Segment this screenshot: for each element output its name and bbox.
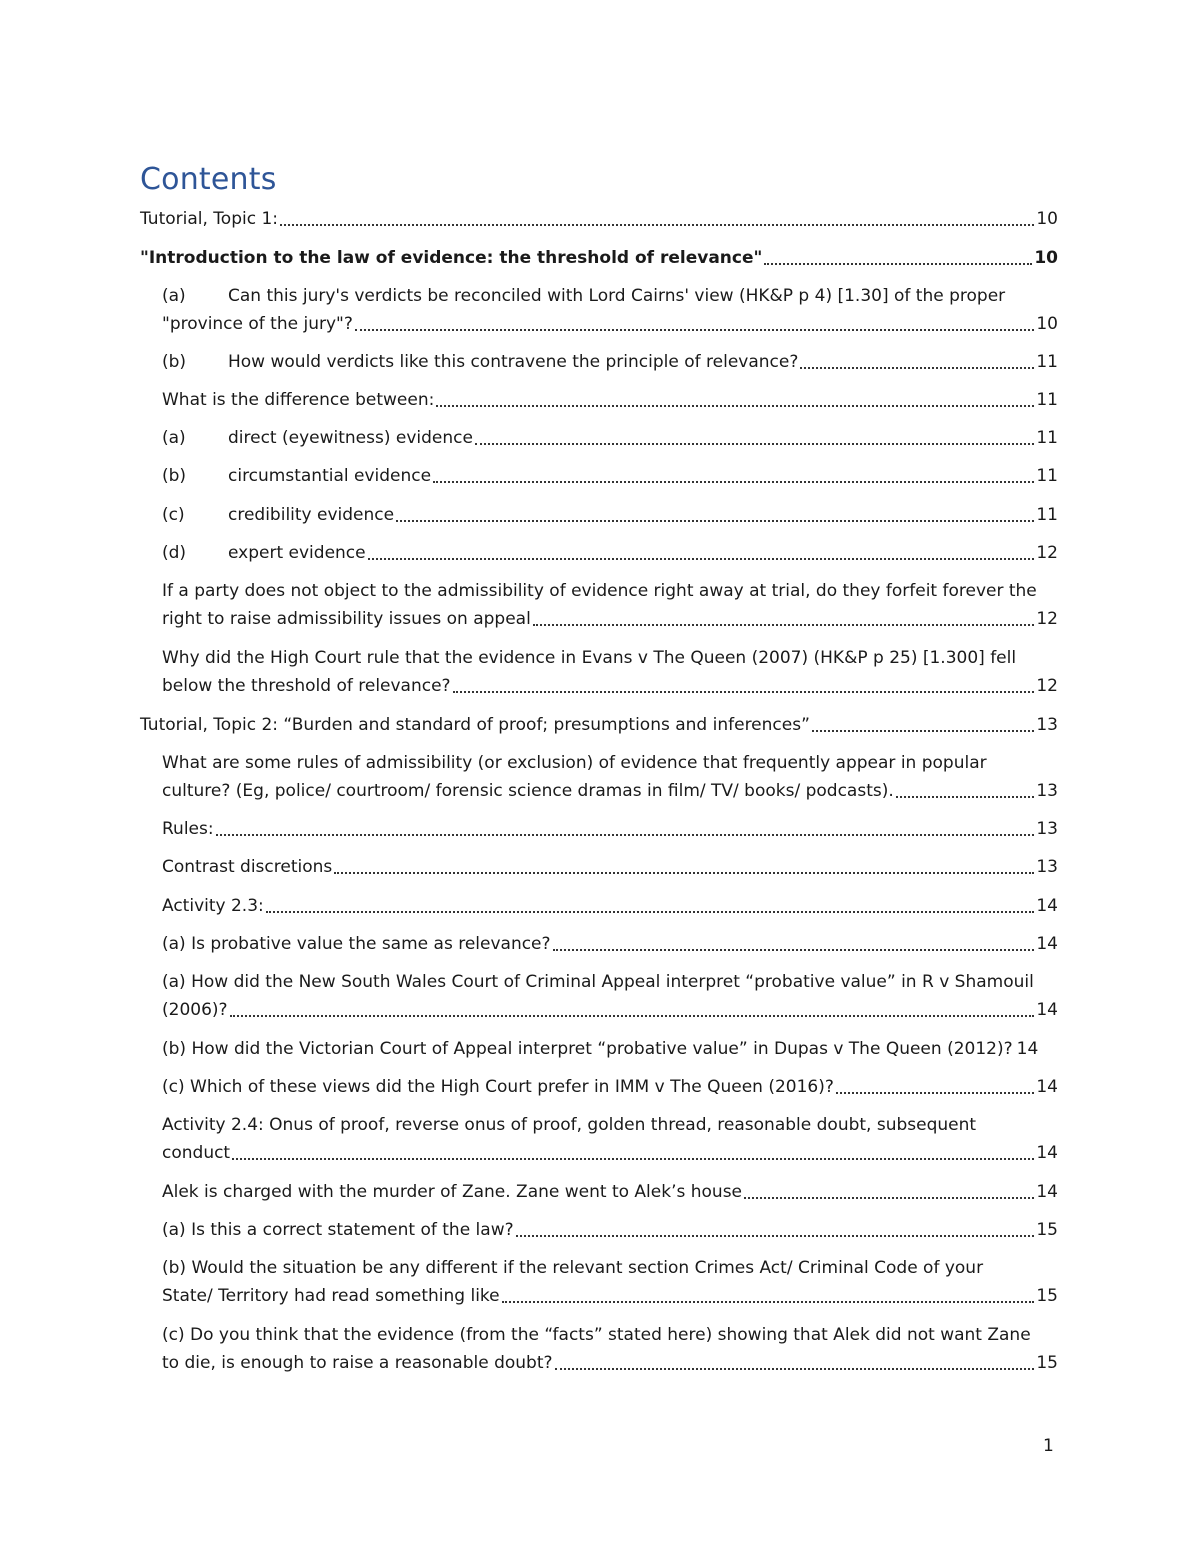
toc-entry[interactable]	[162, 968, 1058, 1024]
toc-entry-text: credibility evidence	[228, 505, 395, 525]
toc-page-number: 14	[1036, 896, 1058, 916]
toc-item-label: (a)	[162, 428, 186, 448]
dot-leader	[555, 1368, 1035, 1370]
toc-entry[interactable]	[162, 1254, 1058, 1310]
toc-page-number: 15	[1036, 1220, 1058, 1240]
toc-entry-text: (a) Is probative value the same as relevance?	[162, 934, 551, 954]
toc-entry[interactable]	[162, 386, 1058, 414]
toc-page-number: 15	[1036, 1286, 1058, 1306]
toc-entry[interactable]	[162, 1035, 1058, 1063]
toc-entry[interactable]	[162, 853, 1058, 881]
dot-leader	[553, 949, 1035, 951]
toc-entry[interactable]	[162, 1216, 1058, 1244]
toc-entry-text: (2006)?	[162, 1000, 228, 1020]
toc-entry[interactable]	[162, 749, 1058, 805]
toc-entry[interactable]	[162, 282, 1058, 338]
dot-leader	[334, 872, 1034, 874]
toc-entry[interactable]	[162, 644, 1058, 700]
toc-entry-text: circumstantial evidence	[228, 466, 432, 486]
toc-entry-text: What are some rules of admissibility (or exclusion) of evidence that frequently appear in popular	[162, 753, 987, 773]
toc-entry-text: below the threshold of relevance?	[162, 676, 451, 696]
toc-page-number: 11	[1036, 352, 1058, 372]
toc-entry[interactable]	[162, 1111, 1058, 1167]
toc-entry-text: conduct	[162, 1143, 231, 1163]
toc-entry-text: (c) Which of these views did the High Court prefer in IMM v The Queen (2016)?	[162, 1077, 834, 1097]
toc-entry-text: to die, is enough to raise a reasonable doubt?	[162, 1353, 553, 1373]
dot-leader	[516, 1235, 1035, 1237]
toc-entry[interactable]	[162, 348, 1058, 376]
dot-leader	[355, 329, 1034, 331]
toc-entry-text: Activity 2.3:	[162, 896, 264, 916]
page-number: 1	[1043, 1436, 1054, 1456]
toc-entry-text: Can this jury's verdicts be reconciled with Lord Cairns' view (HK&P p 4) [1.30] of the proper	[228, 286, 1006, 306]
toc-entry[interactable]	[162, 1178, 1058, 1206]
toc-entry[interactable]	[140, 711, 1058, 739]
toc-page-number: 10	[1036, 314, 1058, 334]
toc-entry-text: If a party does not object to the admissibility of evidence right away at trial, do they forfeit forever the	[162, 581, 1037, 601]
toc-page-number: 12	[1036, 609, 1058, 629]
dot-leader	[836, 1092, 1034, 1094]
toc-entry-text: Contrast discretions	[162, 857, 333, 877]
dot-leader	[433, 481, 1034, 483]
toc-entry-text: State/ Territory had read something like	[162, 1286, 500, 1306]
toc-page-number: 13	[1036, 715, 1058, 735]
toc-entry-text: (a) Is this a correct statement of the law?	[162, 1220, 514, 1240]
toc-entry[interactable]	[162, 1321, 1058, 1377]
toc-page-number: 12	[1036, 543, 1058, 563]
toc-page-number: 12	[1036, 676, 1058, 696]
toc-entry[interactable]	[162, 539, 1058, 567]
toc-entry-text: What is the difference between:	[162, 390, 435, 410]
toc-page-number: 14	[1036, 934, 1058, 954]
toc-entry-text: Alek is charged with the murder of Zane. Zane went to Alek’s house	[162, 1182, 743, 1202]
toc-entry-text: "province of the jury"?	[162, 314, 353, 334]
toc-page-number: 13	[1036, 781, 1058, 801]
dot-leader	[764, 263, 1032, 265]
dot-leader	[475, 443, 1034, 445]
dot-leader	[744, 1197, 1034, 1199]
dot-leader	[436, 405, 1034, 407]
toc-entry[interactable]	[140, 205, 1058, 233]
toc-entry[interactable]	[162, 424, 1058, 452]
toc-page-number: 14	[1036, 1182, 1058, 1202]
toc-entry-text: How would verdicts like this contravene the principle of relevance?	[228, 352, 799, 372]
dot-leader	[280, 224, 1034, 226]
dot-leader	[453, 691, 1035, 693]
toc-item-label: (b)	[162, 466, 187, 486]
toc-page-number: 15	[1036, 1353, 1058, 1373]
toc-entry-text: Rules:	[162, 819, 214, 839]
toc-entry-text: right to raise admissibility issues on appeal	[162, 609, 531, 629]
dot-leader	[216, 834, 1035, 836]
dot-leader	[368, 558, 1035, 560]
dot-leader	[232, 1158, 1034, 1160]
toc-page-number: 13	[1036, 819, 1058, 839]
dot-leader	[533, 624, 1035, 626]
dot-leader	[266, 911, 1035, 913]
toc-entry-text: Activity 2.4: Onus of proof, reverse onus of proof, golden thread, reasonable doubt, subsequent	[162, 1115, 977, 1135]
toc-entry[interactable]	[140, 244, 1058, 272]
dot-leader	[230, 1015, 1035, 1017]
toc-entry[interactable]	[162, 1073, 1058, 1101]
toc-page-number: 14	[1016, 1039, 1039, 1059]
toc-entry-text: Tutorial, Topic 2: “Burden and standard of proof; presumptions and inferences”	[140, 715, 810, 735]
toc-page-number: 11	[1036, 466, 1058, 486]
dot-leader	[800, 367, 1034, 369]
toc-item-label: (c)	[162, 505, 185, 525]
toc-entry[interactable]	[162, 930, 1058, 958]
toc-entry[interactable]	[162, 501, 1058, 529]
dot-leader	[502, 1301, 1035, 1303]
toc-page-number: 10	[1036, 209, 1058, 229]
toc-entry-text: Tutorial, Topic 1:	[140, 209, 279, 229]
toc-entry-text: direct (eyewitness) evidence	[228, 428, 473, 448]
toc-entry-text: Why did the High Court rule that the evidence in Evans v The Queen (2007) (HK&P p 25) [1.300] fell	[162, 648, 1017, 668]
toc-entry-text: expert evidence	[228, 543, 366, 563]
toc-item-label: (b)	[162, 352, 187, 372]
toc-page-number: 11	[1036, 390, 1058, 410]
toc-page-number: 13	[1036, 857, 1058, 877]
toc-page-number: 14	[1036, 1143, 1058, 1163]
toc-page-number: 10	[1034, 248, 1058, 268]
dot-leader	[896, 796, 1035, 798]
dot-leader	[396, 520, 1034, 522]
toc-entry[interactable]	[162, 815, 1058, 843]
toc-item-label: (d)	[162, 543, 187, 563]
toc-entry-text: (c) Do you think that the evidence (from the “facts” stated here) showing that Alek did not want Zane	[162, 1325, 1031, 1345]
toc-page-number: 14	[1036, 1077, 1058, 1097]
toc-entry[interactable]	[162, 892, 1058, 920]
toc-item-label: (a)	[162, 286, 186, 306]
toc-entry[interactable]	[162, 462, 1058, 490]
toc-entry-text: (b) Would the situation be any different if the relevant section Crimes Act/ Criminal Code of your	[162, 1258, 984, 1278]
toc-entry-text: culture? (Eg, police/ courtroom/ forensic science dramas in film/ TV/ books/ podcasts).	[162, 781, 894, 801]
toc-entry-text: (a) How did the New South Wales Court of Criminal Appeal interpret “probative value” in R v Shamouil	[162, 972, 1034, 992]
toc-page-number: 11	[1036, 428, 1058, 448]
toc-entry-text: "Introduction to the law of evidence: the threshold of relevance"	[140, 248, 763, 268]
toc-entry[interactable]	[162, 577, 1058, 633]
dot-leader	[812, 730, 1034, 732]
toc-page-number: 11	[1036, 505, 1058, 525]
contents-heading: Contents	[140, 162, 277, 197]
toc-page-number: 14	[1036, 1000, 1058, 1020]
toc-entry-text: (b) How did the Victorian Court of Appeal interpret “probative value” in Dupas v The Queen (2012)?	[162, 1039, 1013, 1059]
